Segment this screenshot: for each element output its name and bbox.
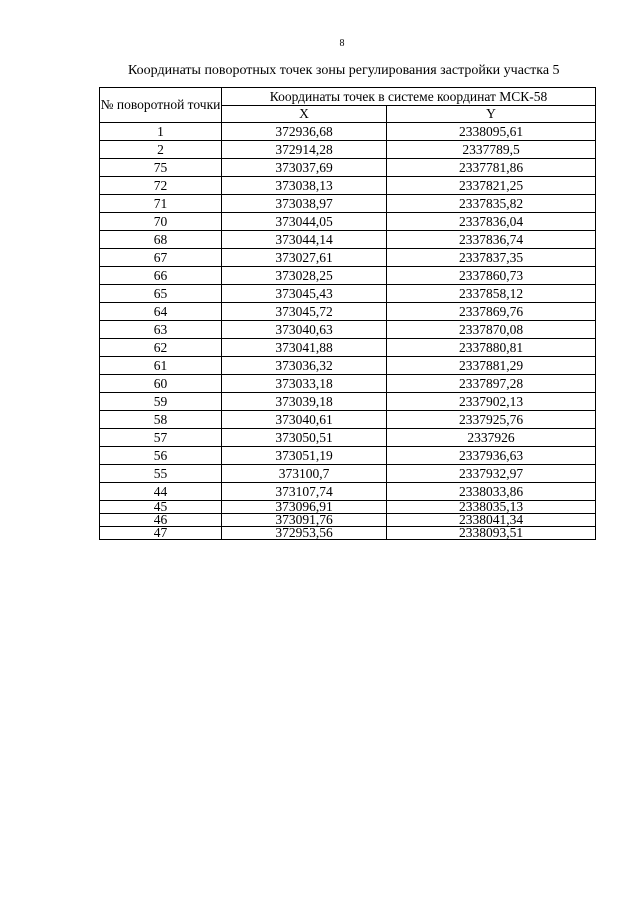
cell-x: 373037,69 [222, 159, 387, 177]
table-row [100, 429, 596, 447]
cell-y: 2338041,34 [387, 514, 596, 527]
cell-y: 2337789,5 [387, 141, 596, 159]
table-row [100, 303, 596, 321]
table-row [100, 141, 596, 159]
table-row [100, 527, 596, 540]
cell-y: 2337835,82 [387, 195, 596, 213]
table-row [100, 249, 596, 267]
cell-point-number: 56 [100, 447, 222, 465]
cell-point-number: 58 [100, 411, 222, 429]
cell-y: 2337880,81 [387, 339, 596, 357]
cell-x: 372936,68 [222, 123, 387, 141]
cell-y: 2337936,63 [387, 447, 596, 465]
table-body [100, 123, 596, 540]
cell-point-number: 2 [100, 141, 222, 159]
cell-x: 373028,25 [222, 267, 387, 285]
cell-y: 2337870,08 [387, 321, 596, 339]
header-point-number: № поворотной точки [100, 88, 222, 123]
coordinates-table [99, 87, 596, 540]
table-row [100, 339, 596, 357]
cell-y: 2337932,97 [387, 465, 596, 483]
table-row [100, 123, 596, 141]
cell-x: 373045,72 [222, 303, 387, 321]
cell-x: 373036,32 [222, 357, 387, 375]
header-coordinates: Координаты точек в системе координат МСК-58 [222, 88, 596, 106]
cell-y: 2337897,28 [387, 375, 596, 393]
cell-point-number: 66 [100, 267, 222, 285]
document-title: Координаты поворотных точек зоны регулирования застройки участка 5 [128, 63, 560, 78]
header-x: X [222, 106, 387, 123]
cell-point-number: 67 [100, 249, 222, 267]
cell-x: 373045,43 [222, 285, 387, 303]
cell-x: 373038,97 [222, 195, 387, 213]
table-row [100, 411, 596, 429]
cell-point-number: 47 [100, 527, 222, 540]
table-row [100, 285, 596, 303]
cell-y: 2337860,73 [387, 267, 596, 285]
cell-x: 373039,18 [222, 393, 387, 411]
cell-y: 2337869,76 [387, 303, 596, 321]
cell-y: 2337881,29 [387, 357, 596, 375]
cell-point-number: 68 [100, 231, 222, 249]
cell-x: 373033,18 [222, 375, 387, 393]
cell-point-number: 71 [100, 195, 222, 213]
cell-point-number: 61 [100, 357, 222, 375]
table-row [100, 357, 596, 375]
table-row [100, 159, 596, 177]
page-number: 8 [339, 38, 345, 49]
cell-y: 2337902,13 [387, 393, 596, 411]
table-row [100, 321, 596, 339]
cell-x: 373041,88 [222, 339, 387, 357]
cell-x: 373040,63 [222, 321, 387, 339]
cell-y: 2337926 [387, 429, 596, 447]
cell-x: 373044,05 [222, 213, 387, 231]
cell-y: 2337837,35 [387, 249, 596, 267]
cell-x: 373051,19 [222, 447, 387, 465]
cell-point-number: 64 [100, 303, 222, 321]
cell-y: 2337925,76 [387, 411, 596, 429]
cell-point-number: 55 [100, 465, 222, 483]
cell-x: 373040,61 [222, 411, 387, 429]
cell-y: 2338095,61 [387, 123, 596, 141]
table-row [100, 393, 596, 411]
cell-x: 373107,74 [222, 483, 387, 501]
cell-y: 2338035,13 [387, 501, 596, 514]
cell-point-number: 44 [100, 483, 222, 501]
cell-y: 2338033,86 [387, 483, 596, 501]
cell-point-number: 59 [100, 393, 222, 411]
cell-y: 2337821,25 [387, 177, 596, 195]
table-row [100, 375, 596, 393]
cell-y: 2338093,51 [387, 527, 596, 540]
cell-x: 373027,61 [222, 249, 387, 267]
cell-point-number: 46 [100, 514, 222, 527]
cell-point-number: 72 [100, 177, 222, 195]
cell-x: 373050,51 [222, 429, 387, 447]
cell-point-number: 65 [100, 285, 222, 303]
table-row [100, 447, 596, 465]
cell-point-number: 63 [100, 321, 222, 339]
table-row [100, 195, 596, 213]
table-row [100, 267, 596, 285]
cell-x: 373091,76 [222, 514, 387, 527]
table-row [100, 483, 596, 501]
cell-point-number: 60 [100, 375, 222, 393]
cell-x: 372914,28 [222, 141, 387, 159]
table-row [100, 231, 596, 249]
cell-x: 372953,56 [222, 527, 387, 540]
cell-x: 373100,7 [222, 465, 387, 483]
cell-x: 373096,91 [222, 501, 387, 514]
table-row [100, 177, 596, 195]
cell-y: 2337836,74 [387, 231, 596, 249]
cell-point-number: 70 [100, 213, 222, 231]
cell-y: 2337836,04 [387, 213, 596, 231]
header-y: Y [387, 106, 596, 123]
cell-point-number: 75 [100, 159, 222, 177]
cell-y: 2337781,86 [387, 159, 596, 177]
cell-point-number: 1 [100, 123, 222, 141]
cell-point-number: 57 [100, 429, 222, 447]
cell-point-number: 62 [100, 339, 222, 357]
table-row [100, 465, 596, 483]
table-row [100, 213, 596, 231]
cell-point-number: 45 [100, 501, 222, 514]
cell-x: 373038,13 [222, 177, 387, 195]
cell-x: 373044,14 [222, 231, 387, 249]
cell-y: 2337858,12 [387, 285, 596, 303]
